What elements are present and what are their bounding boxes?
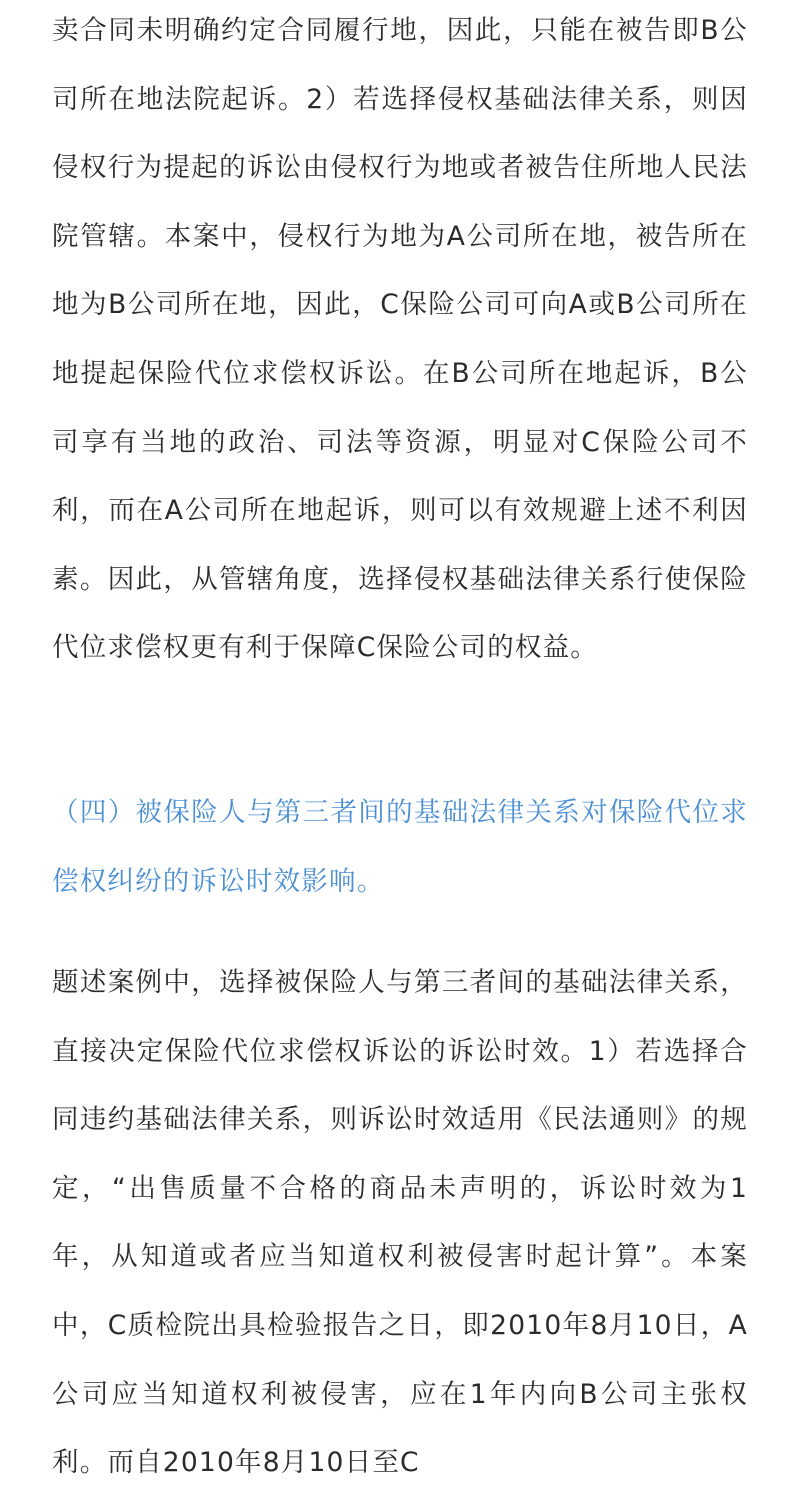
- body-paragraph: 卖合同未明确约定合同履行地，因此，只能在被告即B公司所在地法院起诉。2）若选择侵权基础法律关系，则因侵权行为提起的诉讼由侵权行为地或者被告住所地人民法院管辖。本案中，侵权行为地为A公司所在地，被告所在地为B公司所在地，因此，C保险公司可向A或B公司所在地提起保险代位求偿权诉讼。在B公司所在地起诉，B公司享有当地的政治、司法等资源，明显对C保险公司不利，而在A公司所在地起诉，则可以有效规避上述不利因素。因此，从管辖角度，选择侵权基础法律关系行使保险代位求偿权更有利于保障C保险公司的权益。: [52, 15, 748, 664]
- body-paragraph: 题述案例中，选择被保险人与第三者间的基础法律关系，直接决定保险代位求偿权诉讼的诉讼时效。1）若选择合同违约基础法律关系，则诉讼时效适用《民法通则》的规定，“出售质量不合格的商品未声明的，诉讼时效为1年，从知道或者应当知道权利被侵害时起计算”。本案中，C质检院出具检验报告之日，即2010年8月10日，A公司应当知道权利被侵害，应在1年内向B公司主张权利。而自2010年8月10日至C: [52, 967, 748, 1479]
- section-heading: （四）被保险人与第三者间的基础法律关系对保险代位求偿权纠纷的诉讼时效影响。: [52, 797, 748, 897]
